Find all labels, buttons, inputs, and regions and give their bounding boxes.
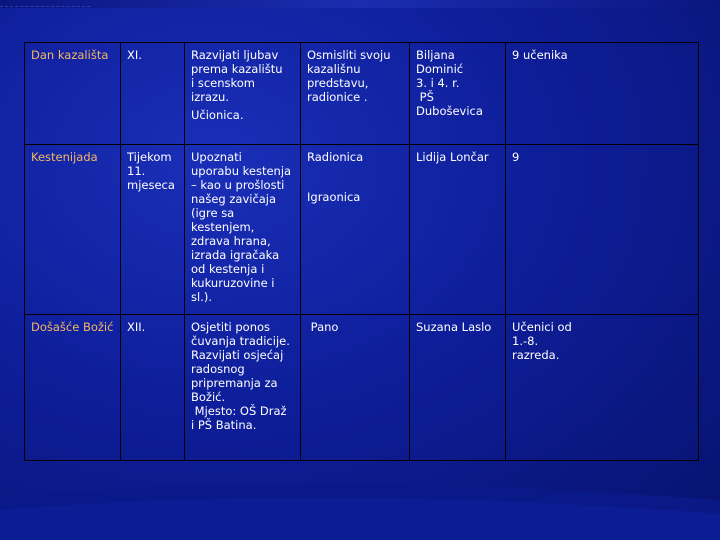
activity-line: radionice .	[307, 90, 368, 104]
activity-cell	[301, 43, 410, 145]
leader-line: Suzana Laslo	[416, 320, 492, 334]
goal-line: izrada igračaka	[191, 248, 280, 262]
goal-line: Razvijati ljubav	[191, 48, 279, 62]
goal-line: uporabu kestenja	[191, 164, 292, 178]
activity-line: Pano	[307, 320, 339, 334]
goal-line: sl.).	[191, 290, 212, 304]
activity-name-cell	[25, 315, 121, 461]
leader-line: 3. i 4. r.	[416, 76, 460, 90]
goal-line: od kestenja i	[191, 262, 265, 276]
activity-name: Kestenijada	[31, 150, 98, 164]
activity-name: Dan kazališta	[31, 48, 109, 62]
participants-line: razreda.	[512, 348, 560, 362]
activity-cell	[301, 315, 410, 461]
time-text: XI.	[127, 48, 142, 62]
time-cell	[121, 43, 185, 145]
goal-line: – kao u prošlosti	[191, 178, 285, 192]
goal-line: pripremanja za	[191, 376, 278, 390]
goal-line: i scenskom	[191, 76, 256, 90]
bottom-wave-decoration	[0, 470, 720, 540]
activity-name-cell	[25, 145, 121, 315]
table-row	[25, 315, 699, 461]
goal-line: Osjetiti ponos	[191, 320, 271, 334]
table-row	[25, 43, 699, 145]
location-text: Učionica.	[191, 108, 244, 122]
leader-line: PŠ	[416, 90, 434, 104]
time-line: 11.	[127, 164, 146, 178]
activity-line: Radionica	[307, 150, 364, 164]
leader-line: Lidija Lončar	[416, 150, 489, 164]
goal-line: prema kazalištu	[191, 62, 283, 76]
goal-cell	[185, 145, 301, 315]
goal-line: izrazu.	[191, 90, 229, 104]
participants-line: Učenici od	[512, 320, 572, 334]
goal-line: radosnog	[191, 362, 245, 376]
goal-line: zdrava hrana,	[191, 234, 271, 248]
activity-cell	[301, 145, 410, 315]
leader-cell	[410, 43, 506, 145]
activity-line: predstavu,	[307, 76, 369, 90]
goal-line: kestenjem,	[191, 220, 255, 234]
top-band	[0, 0, 720, 8]
goal-cell	[185, 43, 301, 145]
participants-cell	[506, 315, 699, 461]
time-cell	[121, 145, 185, 315]
participants-text: 9 učenika	[512, 48, 568, 62]
corner-decoration	[0, 0, 90, 7]
activity-plan-table	[24, 42, 699, 461]
time-text: XII.	[127, 320, 146, 334]
activity-line: Igraonica	[307, 190, 361, 204]
goal-line: Razvijati osjećaj	[191, 348, 284, 362]
participants-line: 1.-8.	[512, 334, 539, 348]
participants-cell	[506, 43, 699, 145]
activity-line: kazališnu	[307, 62, 361, 76]
activity-line: Osmisliti svoju	[307, 48, 391, 62]
goal-line: Božić.	[191, 390, 226, 404]
goal-cell	[185, 315, 301, 461]
goal-line: čuvanja tradicije.	[191, 334, 290, 348]
time-cell	[121, 315, 185, 461]
time-line: mjeseca	[127, 178, 175, 192]
table-row	[25, 145, 699, 315]
goal-line: Upoznati	[191, 150, 242, 164]
participants-text: 9	[512, 150, 520, 164]
goal-line: (igre sa	[191, 206, 235, 220]
goal-line: kukuruzovine i	[191, 276, 275, 290]
time-line: Tijekom	[127, 150, 172, 164]
leader-cell	[410, 145, 506, 315]
leader-line: Dominić	[416, 62, 464, 76]
leader-cell	[410, 315, 506, 461]
goal-line: našeg zavičaja	[191, 192, 277, 206]
location-line: Mjesto: OŠ Draž	[191, 404, 287, 418]
activity-name: Došašće Božić	[31, 320, 114, 334]
activity-name-cell	[25, 43, 121, 145]
leader-line: Biljana	[416, 48, 455, 62]
leader-line: Duboševica	[416, 104, 483, 118]
location-line: i PŠ Batina.	[191, 418, 257, 432]
participants-cell	[506, 145, 699, 315]
